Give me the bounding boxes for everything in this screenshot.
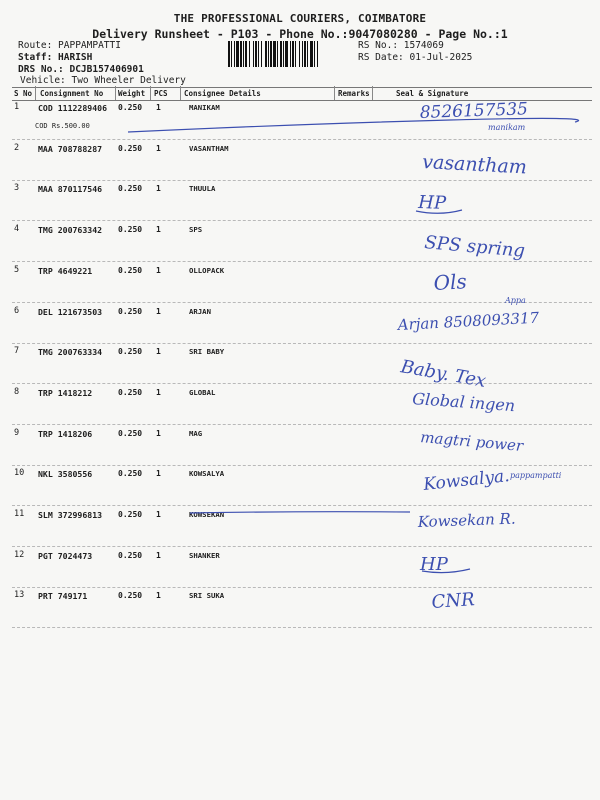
table-row	[12, 263, 592, 303]
company-name: THE PROFESSIONAL COURIERS, COIMBATORE	[173, 12, 427, 25]
table-row	[12, 385, 592, 425]
signature-handwriting: magtri power	[419, 428, 524, 455]
table-row	[12, 466, 592, 506]
col-sno: S No	[14, 89, 33, 98]
barcode-bar	[285, 41, 288, 67]
barcode-bar	[253, 41, 254, 67]
consignee-name: ARJAN	[189, 306, 211, 316]
barcode-bar	[261, 41, 262, 67]
barcode-bar	[243, 41, 244, 67]
row-sno: 7	[14, 346, 20, 357]
consignee-name: MANIKAM	[189, 103, 220, 112]
table-row	[12, 181, 592, 221]
row-weight: 0.250	[118, 510, 143, 519]
row-sno: 11	[14, 509, 25, 519]
table-row	[12, 344, 592, 384]
row-pcs: 1	[156, 143, 161, 153]
consignee-name: OLLOPACK	[189, 265, 225, 275]
col-divider	[372, 86, 373, 100]
consignee-name: KOWSEKAN	[189, 510, 225, 519]
consignee-name: GLOBAL	[189, 387, 216, 397]
route-label: Route: PAPPAMPATTI	[18, 40, 121, 51]
row-weight: 0.250	[118, 550, 143, 560]
table-row	[12, 222, 592, 262]
consignment-number: PRT 749171	[38, 591, 88, 602]
table-row	[12, 548, 592, 588]
row-sno: 8	[14, 386, 20, 397]
table-row	[12, 588, 592, 628]
barcode-bar	[290, 41, 291, 67]
row-divider	[12, 627, 592, 628]
signature-handwriting: Kowsalya.	[422, 466, 511, 495]
runsheet-title: Delivery Runsheet - P103 - Phone No.:9047080280 - Page No.:1	[92, 27, 508, 41]
barcode-bar	[307, 41, 308, 67]
consignee-name: KOWSALYA	[189, 469, 225, 479]
signature-handwriting: Ols	[433, 269, 468, 295]
consignment-number: TRP 1418206	[38, 428, 93, 439]
row-sno: 13	[14, 590, 25, 601]
row-pcs: 1	[156, 225, 161, 235]
consignment-number: DEL 121673503	[38, 306, 103, 317]
consignee-name: SRI SUKA	[189, 591, 225, 601]
consignee-name: THUULA	[189, 184, 216, 194]
col-divider	[115, 86, 116, 100]
col-consignment: Consignment No	[40, 89, 104, 98]
signature-handwriting: vasantham	[421, 151, 528, 179]
consignment-number: NKL 3580556	[38, 469, 93, 480]
barcode-bar	[317, 41, 318, 67]
vehicle-label: Vehicle: Two Wheeler Delivery	[20, 75, 186, 86]
header-rule	[12, 87, 592, 88]
barcode-bar	[295, 41, 296, 67]
row-sno: 2	[14, 142, 20, 153]
col-divider	[150, 86, 151, 100]
row-pcs: 1	[156, 184, 161, 194]
consignee-name: SHANKER	[189, 550, 220, 560]
barcode-bar	[265, 41, 267, 67]
row-pcs: 1	[156, 265, 161, 275]
signature-handwriting: HP	[420, 554, 448, 575]
signature-handwriting: SPS spring	[423, 232, 526, 262]
consignment-number: MAA 708788287	[38, 143, 103, 154]
col-divider	[35, 86, 36, 100]
signature-handwriting: Baby. Tex	[399, 356, 488, 392]
barcode-bar	[268, 41, 269, 67]
row-sno: 1	[14, 102, 20, 112]
col-pcs: PCS	[154, 89, 168, 98]
signature-handwriting: 8526157535	[419, 99, 529, 123]
col-divider	[334, 86, 335, 100]
barcode-bar	[236, 41, 239, 67]
signature-note: Appa	[505, 296, 526, 305]
table-row	[12, 426, 592, 466]
row-sno: 12	[14, 549, 25, 560]
row-weight: 0.250	[118, 469, 143, 479]
barcode-bar	[280, 41, 282, 67]
consignment-number: TMG 200763342	[38, 225, 103, 236]
barcode-bar	[245, 41, 247, 67]
row-weight: 0.250	[118, 387, 143, 397]
row-pcs: 1	[156, 550, 161, 560]
barcode-bar	[240, 41, 242, 67]
barcode-bar	[302, 41, 303, 67]
signature-note: manikam	[488, 123, 526, 132]
barcode-bar	[228, 41, 230, 67]
row-pcs: 1	[156, 347, 161, 357]
drs-number: DRS No.: DCJB157406901	[18, 64, 144, 75]
consignment-number: PGT 7024473	[38, 550, 93, 561]
barcode-bar	[231, 41, 232, 67]
row-weight: 0.250	[118, 265, 143, 275]
col-consignee: Consignee Details	[184, 89, 261, 98]
barcode-bar	[273, 41, 276, 67]
col-divider	[180, 86, 181, 100]
consignee-name: SPS	[189, 225, 203, 235]
signature-note: pappampatti	[510, 471, 562, 480]
signature-handwriting: Global ingen	[411, 389, 516, 416]
barcode-bar	[310, 41, 313, 67]
staff-label: Staff: HARISH	[18, 52, 93, 63]
signature-handwriting: CNR	[430, 589, 476, 613]
signature-handwriting: Kowsekan R.	[417, 509, 516, 531]
barcode-bar	[255, 41, 257, 67]
barcode-bar	[299, 41, 300, 67]
row-sno: 4	[14, 224, 20, 235]
consignment-number: TRP 1418212	[38, 387, 93, 398]
row-weight: 0.250	[118, 306, 143, 316]
table-row	[12, 304, 592, 344]
consignment-number: SLM 372996813	[38, 510, 103, 520]
consignee-name: MAG	[189, 428, 203, 438]
row-sno: 5	[14, 264, 20, 275]
row-weight: 0.250	[118, 591, 143, 601]
consignee-name: SRI BABY	[189, 347, 225, 357]
signature-handwriting: HP	[417, 192, 447, 214]
barcode-bar	[270, 41, 272, 67]
row-sno: 10	[14, 468, 25, 479]
barcode-bar	[249, 41, 250, 67]
row-pcs: 1	[156, 306, 161, 316]
col-weight: Weight	[118, 89, 146, 98]
row-weight: 0.250	[118, 103, 143, 112]
row-pcs: 1	[156, 428, 161, 438]
consignment-number: MAA 870117546	[38, 184, 103, 195]
table-row	[12, 100, 592, 140]
row-pcs: 1	[156, 510, 161, 519]
barcode-bar	[277, 41, 278, 67]
row-sno: 3	[14, 183, 20, 194]
row-pcs: 1	[156, 591, 161, 601]
row-weight: 0.250	[118, 225, 143, 235]
row-weight: 0.250	[118, 184, 143, 194]
row-weight: 0.250	[118, 143, 143, 153]
signature-handwriting: Arjan 8508093317	[397, 308, 540, 334]
row-pcs: 1	[156, 103, 161, 112]
barcode-bar	[234, 41, 235, 67]
row-sno: 6	[14, 305, 20, 316]
table-row	[12, 141, 592, 181]
row-weight: 0.250	[118, 428, 143, 438]
consignment-number: TRP 4649221	[38, 265, 93, 276]
consignment-number: TMG 200763334	[38, 347, 103, 358]
barcode-bar	[314, 41, 315, 67]
row-sno: 9	[14, 427, 20, 438]
row-pcs: 1	[156, 469, 161, 479]
barcode-bar	[304, 41, 306, 67]
col-remarks: Remarks	[338, 89, 370, 98]
row-pcs: 1	[156, 387, 161, 397]
consignee-name: VASANTHAM	[189, 143, 229, 153]
col-signature: Seal & Signature	[396, 89, 469, 98]
barcode-bar	[283, 41, 284, 67]
barcode-bar	[292, 41, 294, 67]
barcode-bar	[258, 41, 259, 67]
barcode	[228, 41, 352, 67]
cod-amount: COD Rs.500.00	[35, 122, 90, 130]
rs-date: RS Date: 01-Jul-2025	[358, 52, 473, 63]
consignment-number: COD 1112289406	[38, 103, 108, 113]
table-row	[12, 507, 592, 547]
row-weight: 0.250	[118, 347, 143, 357]
rs-number: RS No.: 1574069	[358, 40, 444, 51]
